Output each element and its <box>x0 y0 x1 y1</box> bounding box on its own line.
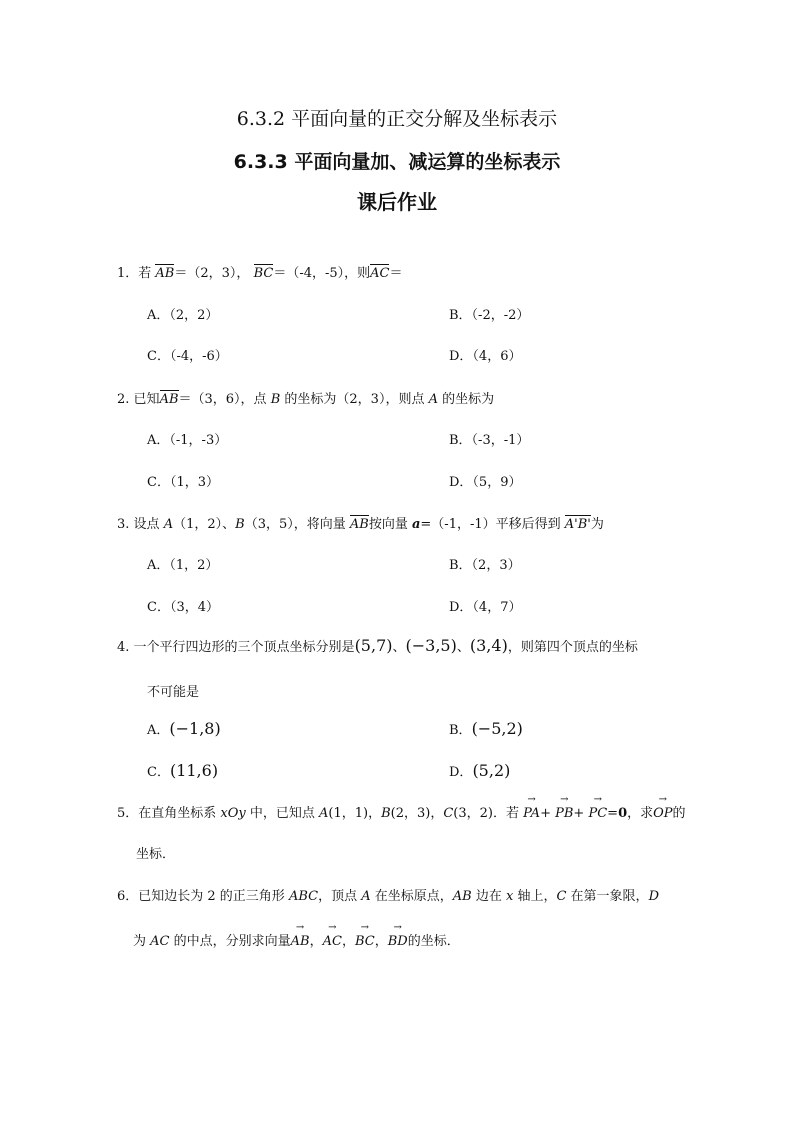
vector-bc: BC <box>254 263 274 281</box>
q4-option-a: A．(−1,8) <box>147 719 221 738</box>
question-5-line-2: 坐标． <box>136 847 176 862</box>
question-4: 4. 一个平行四边形的三个顶点坐标分别是(5,7)、(−3,5)、(3,4)，则第四个顶点的坐标 <box>117 636 638 655</box>
question-2: 2. 已知AB＝（3，6），点 B 的坐标为（2，3），则点 A 的坐标为 <box>117 388 494 407</box>
vector-ac: → AC <box>323 929 342 949</box>
vector-a-prime-b-prime: A'B' <box>565 514 591 532</box>
q1-option-a: A．（2，2） <box>147 308 219 323</box>
vector-bc: → BC <box>355 929 375 949</box>
vector-pc: → PC <box>588 801 607 821</box>
q2-option-d: D．（5，9） <box>449 475 522 490</box>
question-6-line-2: 为 AC 的中点，分别求向量→ AB，→ AC，→ BC，→ BD的坐标． <box>133 929 460 949</box>
q4-option-d: D．(5,2) <box>449 761 511 780</box>
question-5: 5．在直角坐标系 xOy 中，已知点 A(1，1)，B(2，3)，C(3，2)．若 → PA+ → PB+ → PC=0，求→ OP的 <box>117 801 686 821</box>
vector-ab: AB <box>160 389 179 407</box>
q3-option-a: A．（1，2） <box>147 558 219 573</box>
q1-option-c: C．（-4，-6） <box>147 349 228 364</box>
vector-pa: → PA <box>523 801 540 821</box>
q1-option-d: D．（4，6） <box>449 349 522 364</box>
vector-ab: → AB <box>291 929 310 949</box>
vector-op: → OP <box>653 801 672 821</box>
question-1: 1．若 AB＝（2，3）， BC＝（-4，-5），则AC＝ <box>117 262 403 281</box>
q2-option-c: C．（1，3） <box>147 475 219 490</box>
title-line-1: 6.3.2 平面向量的正交分解及坐标表示 <box>236 108 558 130</box>
vector-ab: AB <box>350 514 369 532</box>
vector-pb: → PB <box>555 801 573 821</box>
q4-option-c: C．(11,6) <box>147 761 219 780</box>
q3-option-d: D．（4，7） <box>449 600 522 615</box>
vector-ab: AB <box>155 263 174 281</box>
question-3: 3. 设点 A（1，2）、B（3，5），将向量 AB按向量 a=（-1，-1）平移后得到 A'B'为 <box>117 513 604 532</box>
q1-option-b: B．（-2，-2） <box>449 308 530 323</box>
vector-ac: AC <box>370 263 389 281</box>
q2-option-a: A．（-1，-3） <box>147 433 228 448</box>
title-homework: 课后作业 <box>357 190 437 214</box>
question-6: 6．已知边长为 2 的正三角形 ABC，顶点 A 在坐标原点，AB 边在 x 轴上，C 在第一象限，D <box>117 889 659 904</box>
question-4-line-2: 不可能是 <box>147 685 200 700</box>
q4-option-b: B．(−5,2) <box>449 719 523 738</box>
title-line-2: 6.3.3 平面向量加、减运算的坐标表示 <box>233 151 561 173</box>
q2-option-b: B．（-3，-1） <box>449 433 530 448</box>
q3-option-b: B．（2，3） <box>449 558 521 573</box>
vector-bd: → BD <box>388 929 408 949</box>
q3-option-c: C．（3，4） <box>147 600 219 615</box>
